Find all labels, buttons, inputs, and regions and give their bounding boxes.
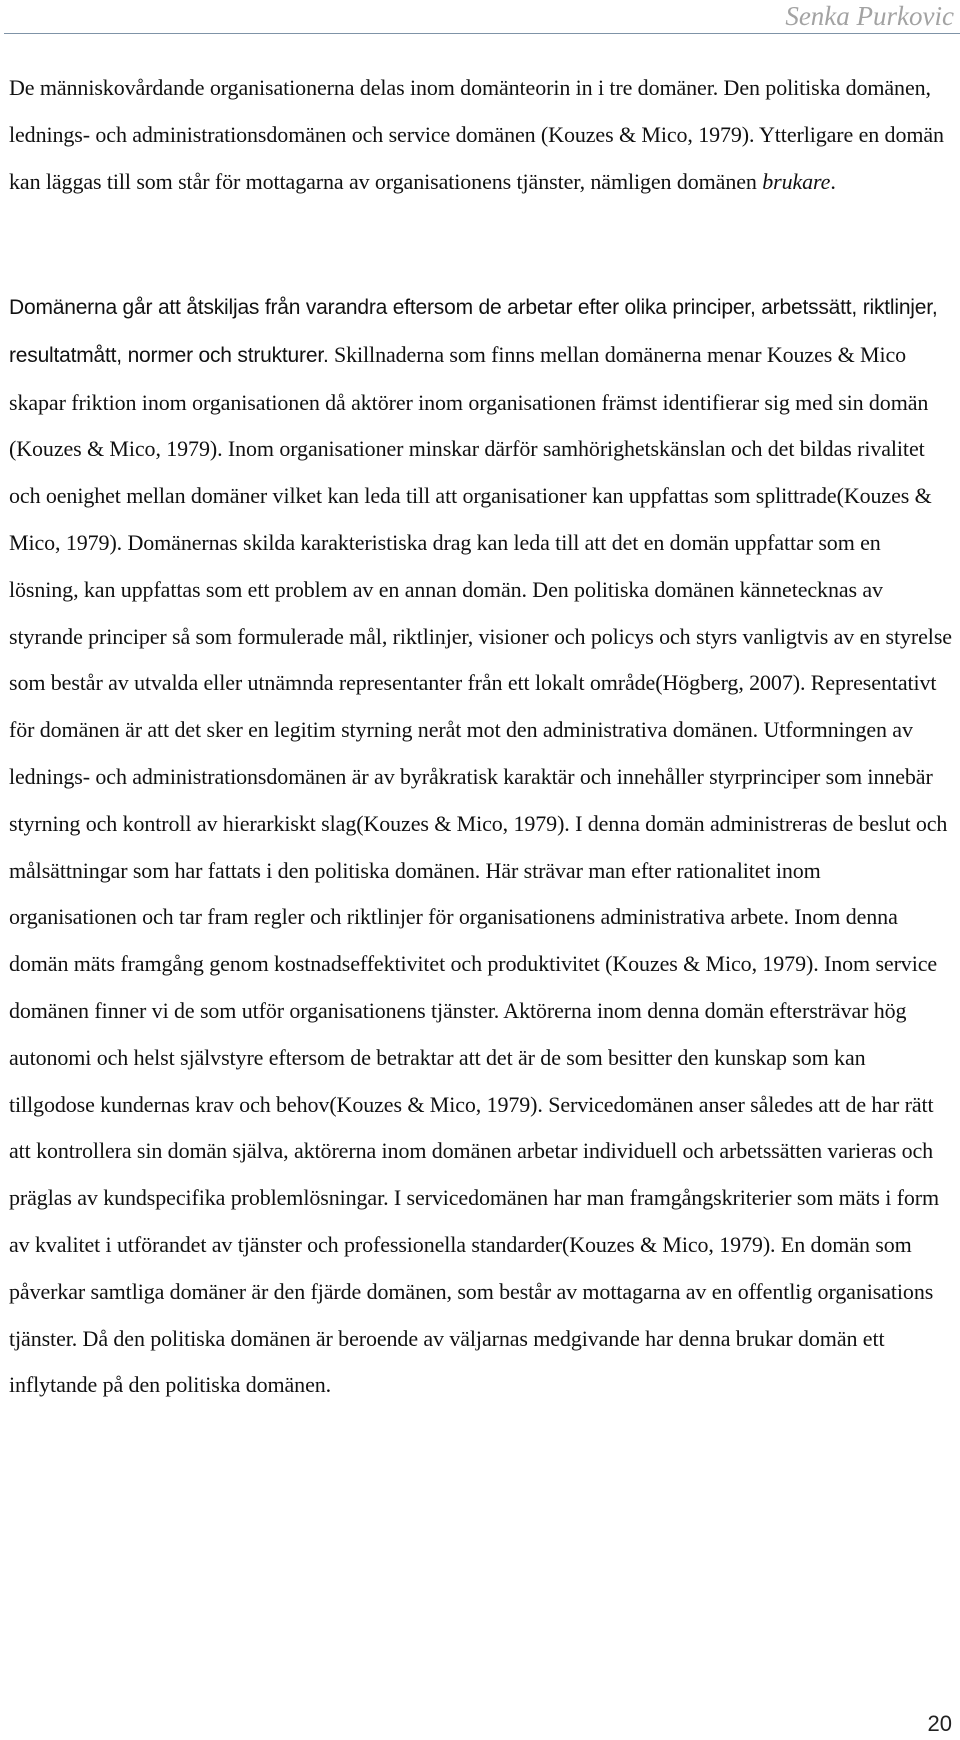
emphasized-term: brukare	[762, 168, 831, 194]
header-divider	[4, 33, 960, 34]
paragraph-body: Skillnaderna som finns mellan domänerna menar Kouzes & Mico skapar friktion inom organisationen då aktörer inom organisationen främst identifierar sig med sin domän (Kouzes & Mico, 1979). Inom organisationer minskar därför samhörighetskänslan och det bildas rivalitet och oenighet mellan domäner vilket kan leda till att organisationer kan uppfattas som splittrade(Kouzes & Mico, 1979). Domänernas skilda karakteristiska drag kan leda till att det en domän uppfattar som en lösning, kan uppfattas som ett problem av en annan domän. Den politiska domänen kännetecknas av styrande principer så som formulerade mål, riktlinjer, visioner och policys och styrs vanligtvis av en styrelse som består av utvalda eller utnämnda representanter från ett lokalt område(Högberg, 2007). Representativt för domänen är att det sker en legitim styrning neråt mot den administrativa domänen. Utformningen av lednings- och administrationsdomänen är av byråkratisk karaktär och innehåller styrprinciper som innebär styrning och kontroll av hierarkiskt slag(Kouzes & Mico, 1979). I denna domän administreras de beslut och målsättningar som har fattats i den politiska domänen. Här strävar man efter rationalitet inom organisationen och tar fram regler och riktlinjer för organisationens administrativa arbete. Inom denna domän mäts framgång genom kostnadseffektivitet och produktivitet (Kouzes & Mico, 1979). Inom service domänen finner vi de som utför organisationens tjänster. Aktörerna inom denna domän eftersträvar hög autonomi och helst självstyre eftersom de betraktar att det är de som besitter den kunskap som kan tillgodose kundernas krav och behov(Kouzes & Mico, 1979). Servicedomänen anser således att de har rätt att kontrollera sin domän själva, aktörerna inom domänen arbetar individuell och arbetssätten varieras och präglas av kundspecifika problemlösningar. I servicedomänen har man framgångskriterier som mäts i form av kvalitet i utförandet av tjänster och professionella standarder(Kouzes & Mico, 1979). En domän som påverkar samtliga domäner är den fjärde domänen, som består av mottagarna av en offentlig organisations tjänster. Då den politiska domänen är beroende av väljarnas medgivande har denna brukar domän ett inflytande på den politiska domänen.	[9, 341, 952, 1398]
header-author: Senka Purkovic	[785, 1, 954, 31]
page-number: 20	[927, 1711, 952, 1736]
paragraph-lead-sentence: Domänerna går att åtskiljas från varandra eftersom de arbetar efter olika principer, arbetssätt, riktlinjer, resultatmått, normer och strukturer.	[9, 296, 938, 367]
paragraph-domains-differences	[9, 284, 953, 1409]
paragraph-text: De människovårdande organisationerna delas inom domänteorin in i tre domäner. Den politiska domänen, lednings- och administrationsdomänen och service domänen (Kouzes & Mico, 1979). Ytterligare en domän kan läggas till som står för mottagarna av organisationens tjänster, nämligen domänen	[9, 75, 944, 194]
paragraph-text-end: .	[830, 168, 836, 194]
page-header	[0, 0, 960, 42]
paragraph-domains-intro	[9, 65, 953, 205]
